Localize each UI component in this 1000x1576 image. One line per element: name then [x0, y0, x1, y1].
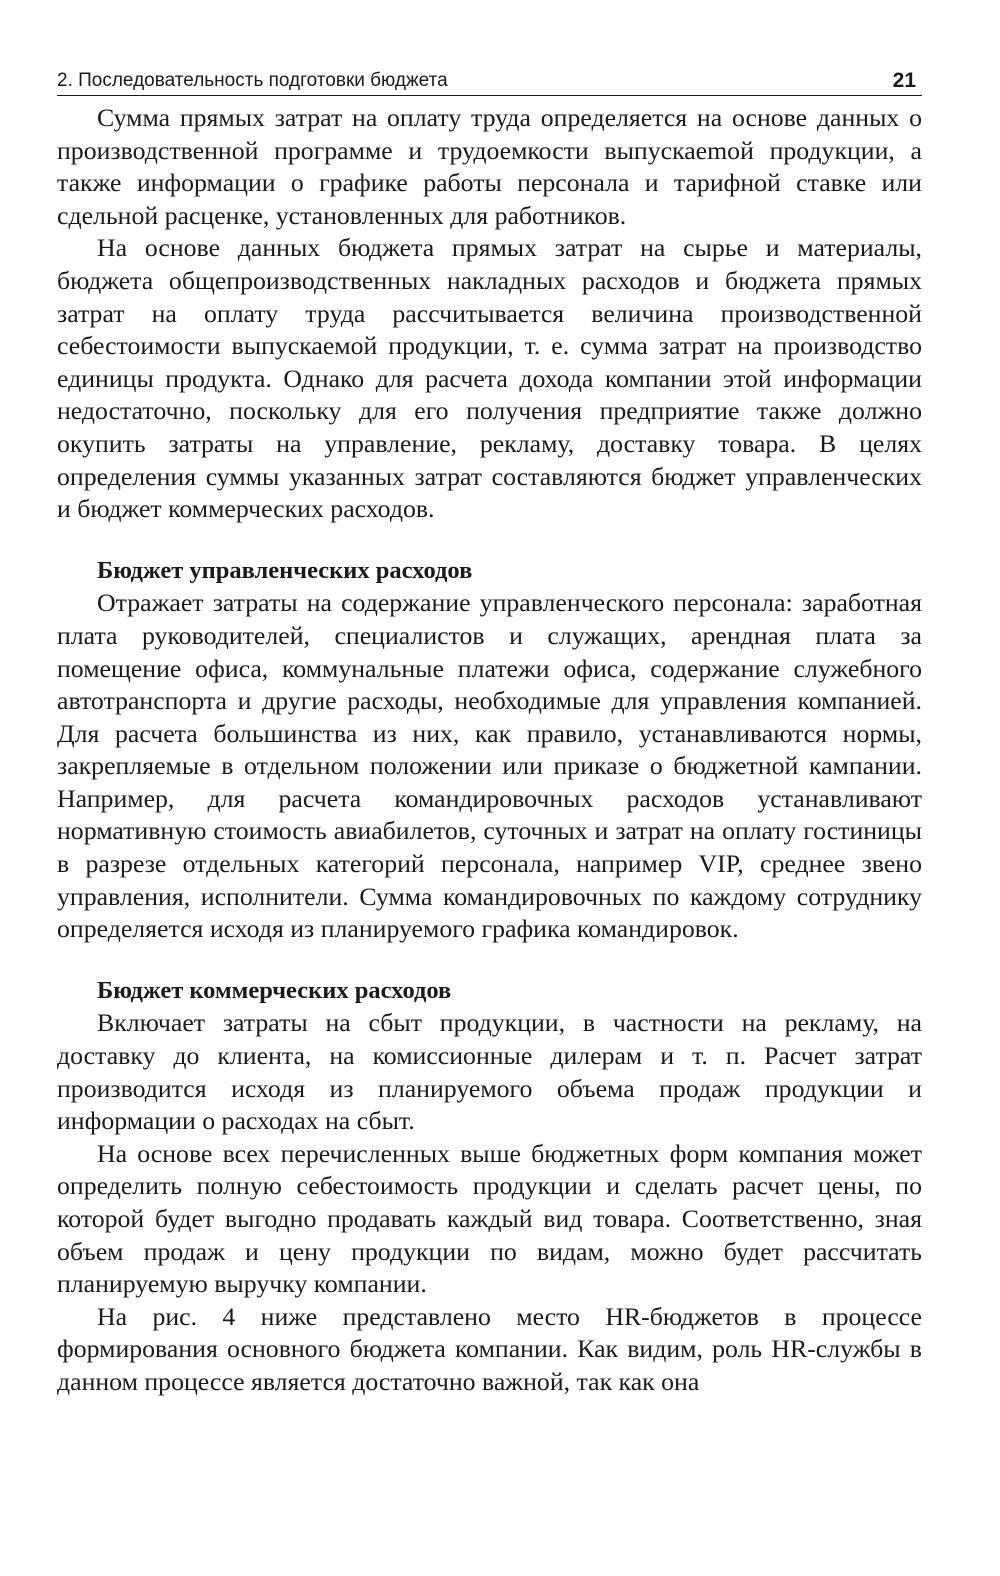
heading-commercial-budget: Бюджет коммерческих расходов: [97, 976, 452, 1004]
paragraph-full-cost: На основе всех перечисленных выше бюджетных форм компания может определить полную себестоимость продукции и сделать расчет цены, по которой будет выгодно продавать каждый вид товара. Соответственно, зная объем продаж и цену продукции по видам, можно будет рассчитать планируемую выручку компании.: [57, 1138, 922, 1299]
running-head: [57, 70, 922, 96]
chapter-title: 2. Последовательность подготовки бюджета: [57, 70, 448, 91]
paragraph-direct-labor: Сумма прямых затрат на оплату труда определяется на основе данных о производственной программе и трудоемкости выпускаеmой продукции, а также информации о графике работы персонала и тарифной ставке или сдельной расценке, установленных для работников.: [57, 103, 922, 230]
paragraph-admin-budget: Отражает затраты на содержание управленческого персонала: заработная плата руководителей, специалистов и служащих, арендная плата за помещение офиса, коммунальные платежи офиса, содержание служебного автотранспорта и другие расходы, необходимые для управления компанией. Для расчета большинства из них, как правило, устанавливаются нормы, закрепляемые в отдельном положении или приказе о бюджетной кампании. Например, для расчета командировочных расходов устанавливают нормативную стоимость авиабилетов, суточных и затрат на оплату гостиницы в разрезе отдельных категорий персонала, например VIP, среднее звено управления, исполнители. Сумма командировочных по каждому сотруднику определяется исходя из планируемого графика командировок.: [57, 588, 922, 944]
paragraph-hr-budgets: На рис. 4 ниже представлено место HR-бюджетов в процессе формирования основного бюджета компании. Как видим, роль HR-службы в данном процессе является достаточно важной, так как она: [57, 1301, 922, 1396]
page-number: 21: [892, 69, 916, 92]
body-text: [57, 102, 922, 1399]
book-page: [57, 70, 922, 1399]
paragraph-production-cost: На основе данных бюджета прямых затрат на сырье и материалы, бюджета общепроизводственных накладных расходов и бюджета прямых затрат на оплату труда рассчитывается величина производственной себестоимости выпускаемой продукции, т. е. сумма затрат на производство единицы продукта. Однако для расчета дохода компании этой информации недостаточно, поскольку для его получения предприятие также должно окупить затраты на управление, рекламу, доставку товара. В целях определения суммы указанных затрат составляются бюджет управленческих и бюджет коммерческих расходов.: [57, 233, 922, 524]
paragraph-commercial-budget: Включает затраты на сбыт продукции, в частности на рекламу, на доставку до клиента, на комиссионные дилерам и т. п. Расчет затрат производится исходя из планируемого объема продаж продукции и информации о расходах на сбыт.: [57, 1008, 922, 1136]
heading-admin-budget: Бюджет управленческих расходов: [97, 556, 473, 584]
